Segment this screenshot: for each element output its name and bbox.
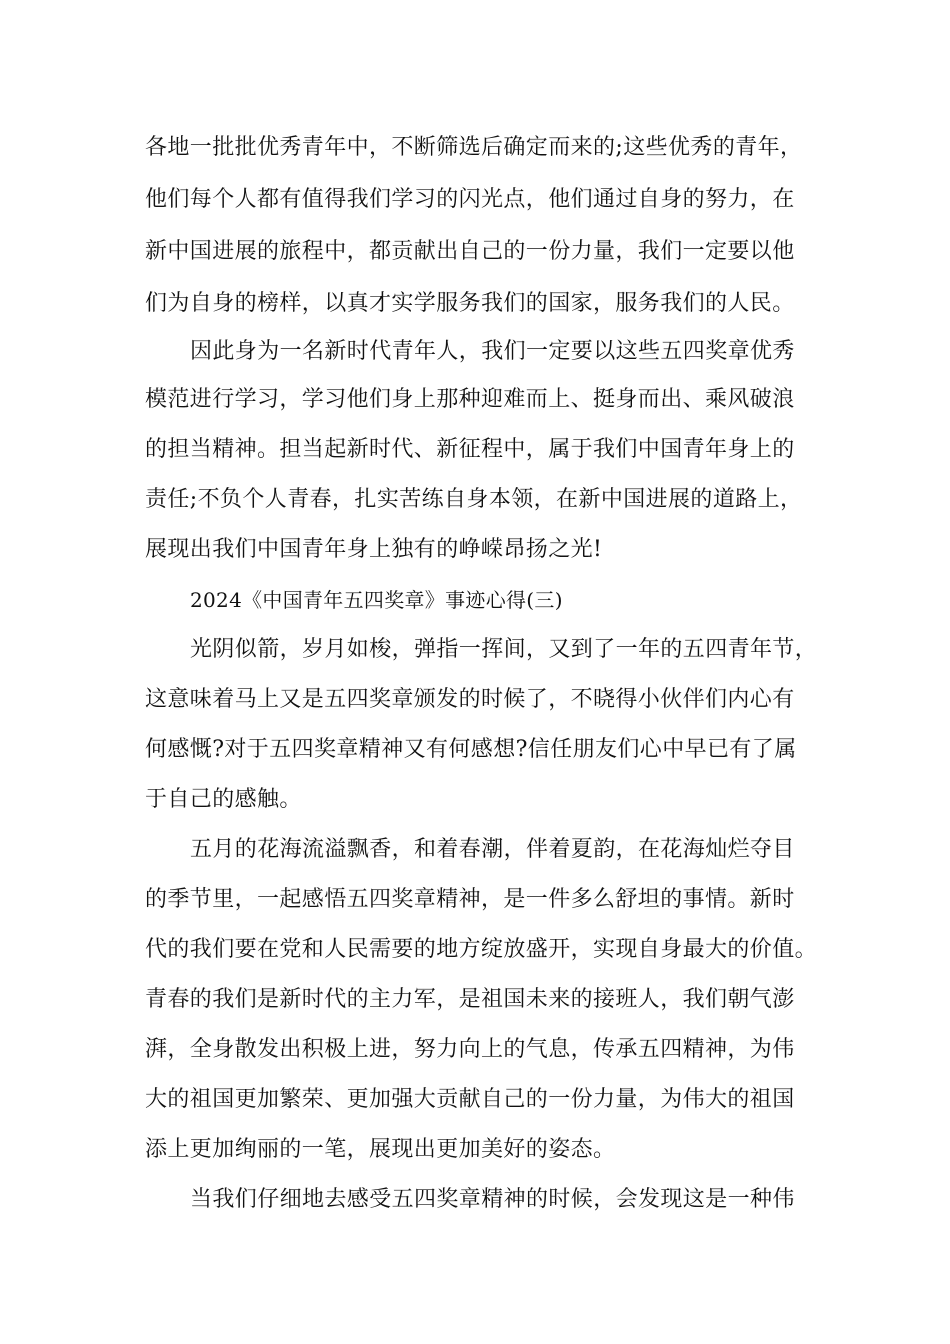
paragraph-line: 展现出我们中国青年身上独有的峥嵘昂扬之光!	[145, 537, 603, 562]
paragraph-line: 各地一批批优秀青年中，不断筛选后确定而来的;这些优秀的青年，	[145, 135, 803, 160]
paragraph-line: 的季节里，一起感悟五四奖章精神，是一件多么舒坦的事情。新时	[145, 887, 795, 912]
paragraph-first-line: 当我们仔细地去感受五四奖章精神的时候，会发现这是一种伟	[190, 1187, 795, 1212]
paragraph-line: 他们每个人都有值得我们学习的闪光点，他们通过自身的努力，在	[145, 187, 795, 212]
paragraph-line: 责任;不负个人青春，扎实苦练自身本领，在新中国进展的道路上，	[145, 487, 803, 512]
paragraph-line: 添上更加绚丽的一笔，展现出更加美好的姿态。	[145, 1137, 616, 1162]
paragraph-line: 湃，全身散发出积极上进，努力向上的气息，传承五四精神，为伟	[145, 1037, 795, 1062]
paragraph-line: 新中国进展的旅程中，都贡献出自己的一份力量，我们一定要以他	[145, 239, 795, 264]
paragraph-line: 们为自身的榜样，以真才实学服务我们的国家，服务我们的人民。	[145, 291, 795, 316]
paragraph-line: 青春的我们是新时代的主力军，是祖国未来的接班人，我们朝气澎	[145, 987, 795, 1012]
paragraph-first-line: 五月的花海流溢飘香，和着春潮，伴着夏韵，在花海灿烂夺目	[190, 837, 795, 862]
paragraph-line: 的担当精神。担当起新时代、新征程中，属于我们中国青年身上的	[145, 437, 795, 462]
paragraph-line: 代的我们要在党和人民需要的地方绽放盛开，实现自身最大的价值。	[145, 937, 818, 962]
paragraph-line: 模范进行学习，学习他们身上那种迎难而上、挺身而出、乘风破浪	[145, 387, 795, 412]
paragraph-line: 这意味着马上又是五四奖章颁发的时候了，不晓得小伙伴们内心有	[145, 687, 795, 712]
paragraph-line: 于自己的感触。	[145, 787, 302, 812]
section-heading: 2024《中国青年五四奖章》事迹心得(三)	[190, 588, 563, 612]
paragraph-line: 何感慨?对于五四奖章精神又有何感想?信任朋友们心中早已有了属	[145, 737, 797, 762]
paragraph-first-line: 光阴似箭，岁月如梭，弹指一挥间，又到了一年的五四青年节，	[190, 637, 818, 662]
paragraph-line: 大的祖国更加繁荣、更加强大贡献自己的一份力量，为伟大的祖国	[145, 1087, 795, 1112]
paragraph-first-line: 因此身为一名新时代青年人，我们一定要以这些五四奖章优秀	[190, 339, 795, 364]
